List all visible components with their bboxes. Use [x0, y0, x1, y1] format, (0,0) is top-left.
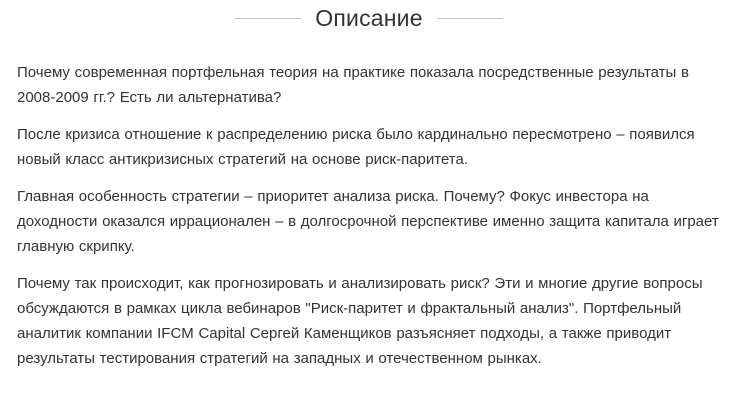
description-body	[17, 60, 729, 383]
heading-right-divider	[437, 18, 503, 19]
heading-left-divider	[235, 18, 301, 19]
paragraph-1: Почему современная портфельная теория на практике показала посредственные результаты в 2008-2009 гг.? Есть ли альтернатива?	[17, 64, 689, 106]
paragraph-2: После кризиса отношение к распределению риска было кардинально пересмотрено – появился новый класс антикризисных стратегий на основе риск-паритета.	[17, 126, 695, 168]
paragraph-3: Главная особенность стратегии – приоритет анализа риска. Почему? Фокус инвестора на доходности оказался иррационален – в долгосрочной перспективе именно защита капитала играет главную скрипку.	[17, 188, 719, 255]
paragraph-4: Почему так происходит, как прогнозировать и анализировать риск? Эти и многие другие вопросы обсуждаются в рамках цикла вебинаров "Риск-паритет и фрактальный анализ". Портфельный аналитик компании IFCM Capital Сергей Каменщиков разъясняет подходы, а также приводит результаты тестирования стратегий на западных и отечественном рынках.	[17, 275, 703, 367]
section-heading	[0, 2, 738, 34]
section-title: Описание	[315, 5, 423, 31]
